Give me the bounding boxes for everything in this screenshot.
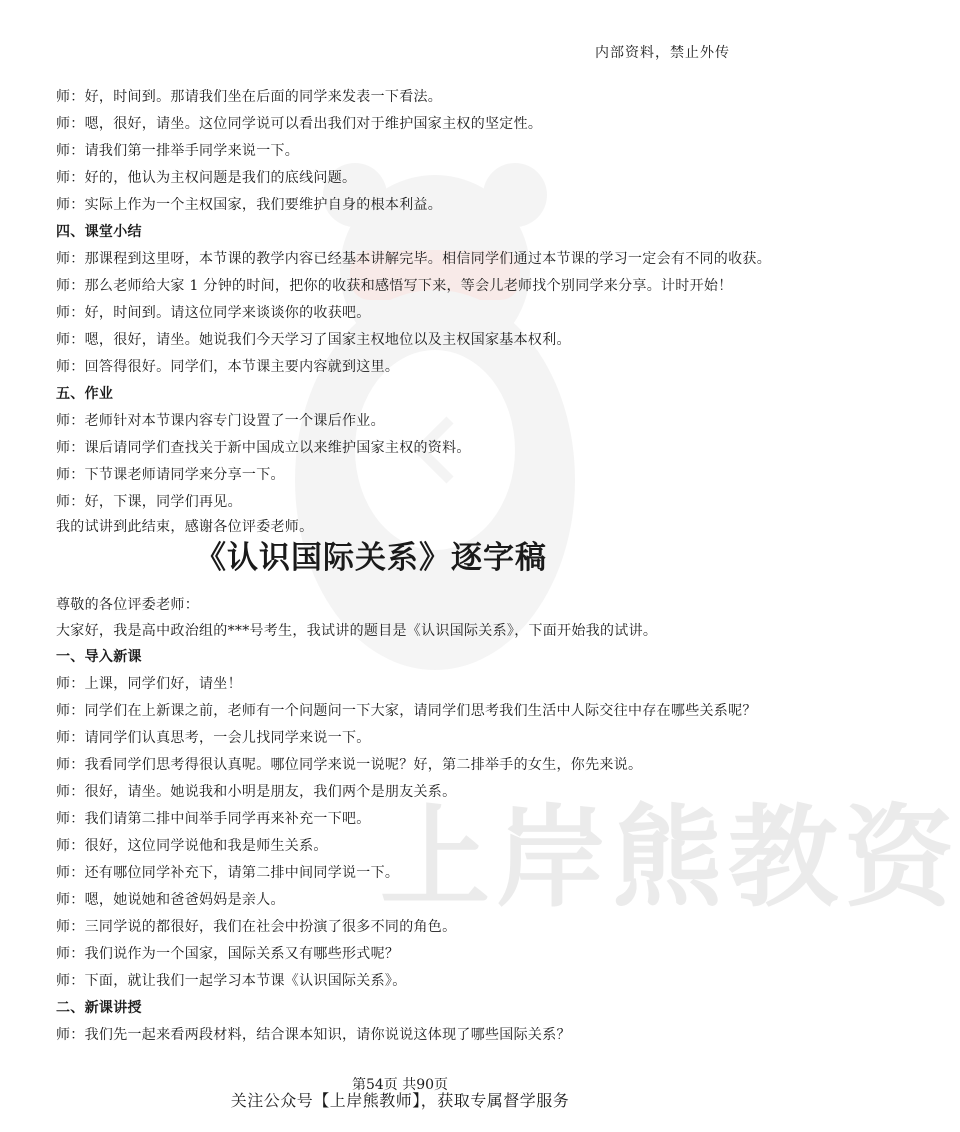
page-number: 第54页 共90页 (351, 1077, 449, 1093)
watermark-text: 上岸熊教资 (380, 794, 960, 922)
paragraph-line: 师：老师针对本节课内容专门设置了一个课后作业。 (56, 413, 385, 429)
paragraph-line: 师：实际上作为一个主权国家，我们要维护自身的根本利益。 (56, 197, 443, 213)
paragraph-line: 尊敬的各位评委老师： (56, 597, 199, 613)
paragraph-line: 师：那么老师给大家 1 分钟的时间，把你的收获和感悟写下来，等会儿老师找个别同学来分享。计时开始！ (56, 278, 733, 294)
paragraph-line: 师：下面，就让我们一起学习本节课《认识国际关系》。 (56, 973, 407, 989)
paragraph-line: 师：课后请同学们查找关于新中国成立以来维护国家主权的资料。 (56, 440, 471, 456)
header-note: 内部资料，禁止外传 (595, 45, 730, 61)
paragraph-line: 师：好，时间到。请这位同学来谈谈你的收获吧。 (56, 305, 371, 321)
paragraph-line: 师：我们请第二排中间举手同学再来补充一下吧。 (56, 811, 371, 827)
paragraph-line: 师：我们说作为一个国家，国际关系又有哪些形式呢？ (56, 946, 400, 962)
section-heading: 五、作业 (56, 386, 114, 402)
paragraph-line: 师：请我们第一排举手同学来说一下。 (56, 143, 300, 159)
section-heading: 二、新课讲授 (56, 1000, 142, 1016)
paragraph-line: 师：上课，同学们好，请坐！ (56, 676, 242, 692)
paragraph-line: 师：我看同学们思考得很认真呢。哪位同学来说一说呢？好，第二排举手的女生，你先来说。 (56, 757, 643, 773)
paragraph-line: 师：好，下课，同学们再见。 (56, 494, 242, 510)
paragraph-line: 师：回答得很好。同学们，本节课主要内容就到这里。 (56, 359, 400, 375)
paragraph-line: 师：我们先一起来看两段材料，结合课本知识，请你说说这体现了哪些国际关系？ (56, 1027, 571, 1043)
paragraph-line: 师：那课程到这里呀，本节课的教学内容已经基本讲解完毕。相信同学们通过本节课的学习一定会有不同的收获。 (56, 251, 771, 267)
section-heading: 四、课堂小结 (56, 224, 142, 240)
paragraph-line: 师：好，时间到。那请我们坐在后面的同学来发表一下看法。 (56, 89, 443, 105)
paragraph-line: 师：好的，他认为主权问题是我们的底线问题。 (56, 170, 357, 186)
paragraph-line: 大家好，我是高中政治组的***号考生，我试讲的题目是《认识国际关系》，下面开始我的试讲。 (56, 623, 658, 639)
document-title: 《认识国际关系》逐字稿 (195, 540, 547, 576)
paragraph-line: 师：嗯，她说她和爸爸妈妈是亲人。 (56, 892, 285, 908)
paragraph-line: 我的试讲到此结束，感谢各位评委老师。 (56, 519, 314, 535)
paragraph-line: 师：很好，请坐。她说我和小明是朋友，我们两个是朋友关系。 (56, 784, 457, 800)
paragraph-line: 师：请同学们认真思考，一会儿找同学来说一下。 (56, 730, 371, 746)
paragraph-line: 师：同学们在上新课之前，老师有一个问题问一下大家，请同学们思考我们生活中人际交往中存在哪些关系呢？ (56, 703, 757, 719)
paragraph-line: 师：三同学说的都很好，我们在社会中扮演了很多不同的角色。 (56, 919, 457, 935)
paragraph-line: 师：很好，这位同学说他和我是师生关系。 (56, 838, 328, 854)
footer-note: 关注公众号【上岸熊教师】，获取专属督学服务 (230, 1091, 570, 1110)
paragraph-line: 师：嗯，很好，请坐。她说我们今天学习了国家主权地位以及主权国家基本权利。 (56, 332, 571, 348)
paragraph-line: 师：下节课老师请同学来分享一下。 (56, 467, 285, 483)
paragraph-line: 师：还有哪位同学补充下，请第二排中间同学说一下。 (56, 865, 400, 881)
paragraph-line: 师：嗯，很好，请坐。这位同学说可以看出我们对于维护国家主权的坚定性。 (56, 116, 543, 132)
section-heading: 一、导入新课 (56, 649, 142, 665)
